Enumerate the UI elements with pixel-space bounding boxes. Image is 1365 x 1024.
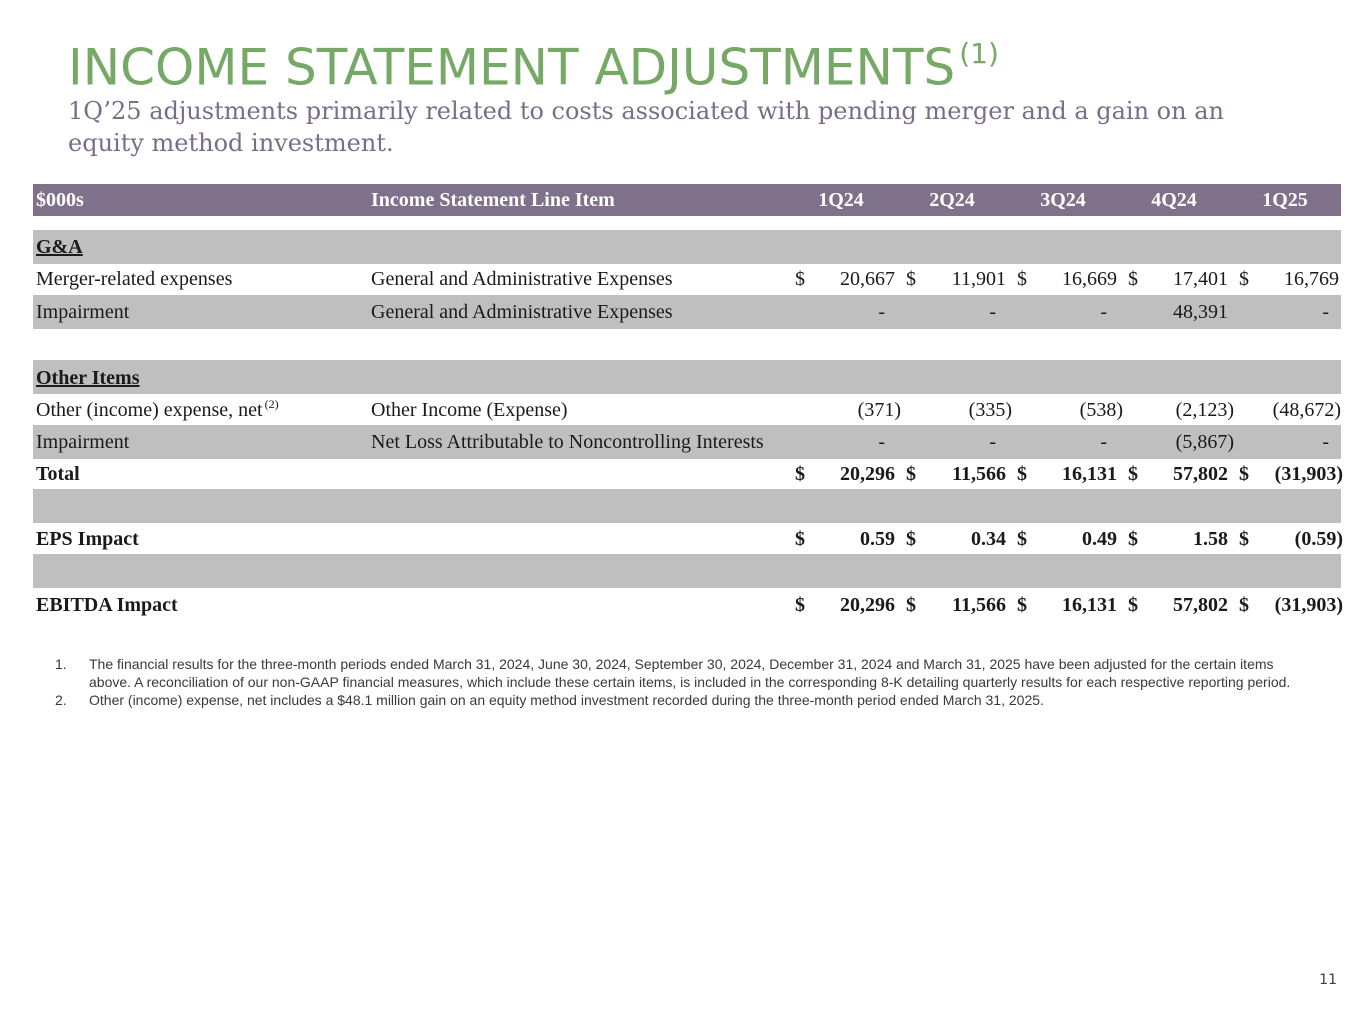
cell-3q24: (538) (1079, 399, 1123, 421)
cell-3q24: 16,131 (1062, 594, 1117, 616)
currency-symbol: $ (795, 463, 805, 485)
page-title (68, 28, 999, 98)
row-line-item: General and Administrative Expenses (371, 268, 673, 290)
header-period-1q25: 1Q25 (1262, 189, 1308, 211)
table-spacer (33, 329, 1341, 360)
row-label (36, 394, 279, 429)
cell-1q24: - (878, 301, 885, 323)
currency-symbol: $ (1017, 594, 1027, 616)
cell-4q24: 1.58 (1193, 528, 1228, 550)
row-line-item: Net Loss Attributable to Noncontrolling Interests (371, 431, 764, 453)
section-row-ga (33, 230, 1341, 264)
cell-4q24: (5,867) (1175, 431, 1234, 453)
currency-symbol: $ (795, 528, 805, 550)
cell-4q24: (2,123) (1175, 399, 1234, 421)
currency-symbol: $ (795, 594, 805, 616)
row-label: Impairment (36, 431, 130, 453)
cell-1q24: - (878, 431, 885, 453)
footnote-2 (55, 691, 1315, 709)
section-label-ga: G&A (36, 236, 83, 258)
table-row-impairment-ga (33, 295, 1341, 329)
section-row-other-items (33, 360, 1341, 394)
row-label-text: Other (income) expense, net (36, 399, 263, 421)
cell-2q24: 11,566 (952, 594, 1006, 616)
row-label: EBITDA Impact (36, 594, 178, 616)
footnote-1 (55, 655, 1315, 691)
table-row-merger-expenses (33, 264, 1341, 295)
cell-2q24: - (989, 301, 996, 323)
cell-1q24: 20,667 (840, 268, 895, 290)
table-row-total (33, 459, 1341, 489)
row-line-item: Other Income (Expense) (371, 399, 568, 421)
cell-1q25: (31,903) (1274, 463, 1343, 485)
row-label: EPS Impact (36, 528, 139, 550)
table-row-impairment-nci (33, 425, 1341, 459)
cell-2q24: 11,901 (951, 268, 1006, 290)
cell-4q24: 57,802 (1173, 594, 1228, 616)
cell-3q24: 16,131 (1062, 463, 1117, 485)
table-spacer (33, 216, 1341, 230)
footnote-text: The financial results for the three-month periods ended March 31, 2024, June 30, 2024, September 30, 2024, December 31, 2024 and March 31, 2025 have been adjusted for the certain items above. A reconciliation of our non-GAAP financial measures, which include these certain items, is included in the corresponding 8-K detailing quarterly results for each respective reporting period. (89, 656, 1291, 690)
table-row-ebitda-impact (33, 588, 1341, 620)
adjustments-table (33, 184, 1341, 620)
cell-1q25: (48,672) (1272, 399, 1341, 421)
footnote-number: 2. (55, 692, 67, 708)
header-units: $000s (36, 189, 84, 211)
cell-4q24: 57,802 (1173, 463, 1228, 485)
footnote-text: Other (income) expense, net includes a $48.1 million gain on an equity method investment recorded during the three-month period ended March 31, 2025. (89, 692, 1044, 708)
currency-symbol: $ (1239, 463, 1249, 485)
currency-symbol: $ (1128, 268, 1138, 290)
cell-3q24: - (1100, 301, 1107, 323)
currency-symbol: $ (1017, 268, 1027, 290)
header-period-1q24: 1Q24 (818, 189, 864, 211)
cell-2q24: (335) (968, 399, 1012, 421)
cell-1q24: (371) (857, 399, 901, 421)
cell-3q24: - (1100, 431, 1107, 453)
row-label: Total (36, 463, 80, 485)
currency-symbol: $ (1239, 594, 1249, 616)
currency-symbol: $ (906, 528, 916, 550)
currency-symbol: $ (906, 594, 916, 616)
table-header-row (33, 184, 1341, 216)
section-label-other-items: Other Items (36, 367, 140, 389)
cell-4q24: 17,401 (1173, 268, 1228, 290)
cell-1q25: - (1322, 431, 1329, 453)
currency-symbol: $ (1239, 528, 1249, 550)
cell-3q24: 0.49 (1082, 528, 1117, 550)
cell-4q24: 48,391 (1173, 301, 1228, 323)
cell-1q24: 0.59 (860, 528, 895, 550)
currency-symbol: $ (906, 463, 916, 485)
row-line-item: General and Administrative Expenses (371, 301, 673, 323)
cell-2q24: 0.34 (971, 528, 1006, 550)
currency-symbol: $ (795, 268, 805, 290)
page-subtitle: 1Q’25 adjustments primarily related to costs associated with pending merger and a gain on an equity method investment. (68, 97, 1224, 157)
currency-symbol: $ (1239, 268, 1249, 290)
currency-symbol: $ (1017, 463, 1027, 485)
cell-1q25: 16,769 (1284, 268, 1339, 290)
table-row-eps-impact (33, 523, 1341, 554)
currency-symbol: $ (1017, 528, 1027, 550)
cell-1q25: - (1322, 301, 1329, 323)
header-period-2q24: 2Q24 (929, 189, 975, 211)
header-period-3q24: 3Q24 (1040, 189, 1086, 211)
currency-symbol: $ (906, 268, 916, 290)
header-line-item: Income Statement Line Item (371, 189, 615, 211)
cell-3q24: 16,669 (1062, 268, 1117, 290)
table-row-other-income-expense (33, 394, 1341, 425)
cell-1q25: (0.59) (1294, 528, 1343, 550)
cell-1q25: (31,903) (1274, 594, 1343, 616)
footnote-marker-2: (2) (264, 397, 279, 411)
currency-symbol: $ (1128, 594, 1138, 616)
page-title-text: INCOME STATEMENT ADJUSTMENTS (68, 38, 956, 97)
footnote-number: 1. (55, 656, 67, 672)
cell-1q24: 20,296 (840, 594, 895, 616)
cell-2q24: - (989, 431, 996, 453)
currency-symbol: $ (1128, 463, 1138, 485)
row-label: Impairment (36, 301, 130, 323)
page-number: 11 (1319, 972, 1337, 988)
footnotes (55, 655, 1315, 709)
currency-symbol: $ (1128, 528, 1138, 550)
cell-2q24: 11,566 (952, 463, 1006, 485)
table-divider-band (33, 554, 1341, 588)
header-period-4q24: 4Q24 (1151, 189, 1197, 211)
row-label: Merger-related expenses (36, 268, 233, 290)
title-footnote-marker: (1) (959, 37, 999, 70)
table-divider-band (33, 489, 1341, 523)
cell-1q24: 20,296 (840, 463, 895, 485)
